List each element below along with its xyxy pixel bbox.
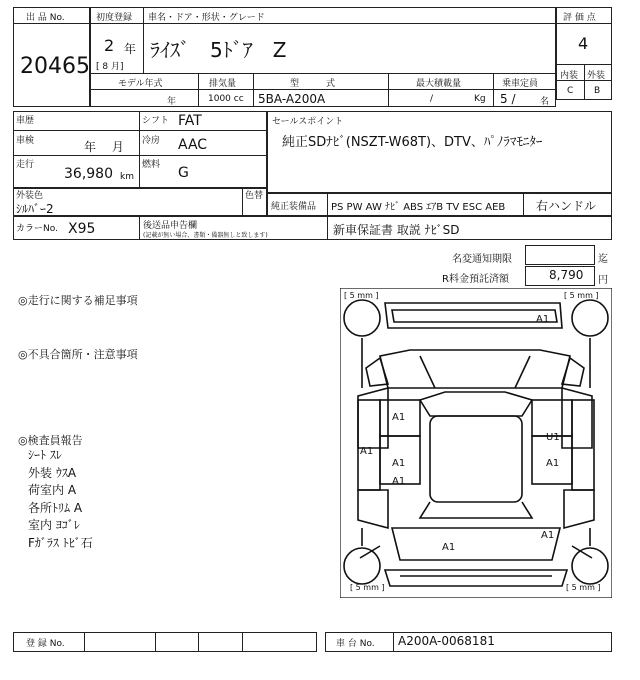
name-label: 車名・ドア・形状・グレード bbox=[148, 13, 265, 23]
chassis-value: A200A-0068181 bbox=[398, 634, 495, 648]
mileage-unit: km bbox=[120, 172, 134, 182]
steering-value: 右ハンドル bbox=[536, 199, 597, 213]
recycle-value: 8,790 bbox=[549, 268, 584, 282]
model-year-unit: 年 bbox=[167, 97, 177, 107]
mark-left-quarter: A1 bbox=[392, 476, 406, 487]
equipment-label: 純正装備品 bbox=[271, 202, 317, 212]
roof-shape bbox=[430, 416, 522, 502]
tire-front-left bbox=[344, 300, 380, 336]
inspection-value: 年 月 bbox=[84, 140, 124, 154]
month-value: [ 8 月] bbox=[96, 62, 124, 72]
mileage-value: 36,980 bbox=[64, 166, 113, 182]
rear-bumper-shape bbox=[385, 570, 567, 586]
name-change-label: 名変通知期限 bbox=[452, 254, 512, 265]
defects-heading: ◎不具合箇所・注意事項 bbox=[18, 348, 138, 361]
mark-right-rear-door: A1 bbox=[546, 458, 560, 469]
declaration-note: (記載が無い場合、書類・備器無しと致します) bbox=[143, 232, 268, 239]
color-change-label: 色替 bbox=[245, 191, 264, 201]
tire-front-right bbox=[572, 300, 608, 336]
hood-shape bbox=[380, 350, 570, 388]
capacity-label: 乗車定員 bbox=[502, 79, 539, 89]
tire-br-label: [ 5 mm ] bbox=[566, 583, 601, 592]
shift-value: FAT bbox=[178, 113, 202, 129]
model-value: 5BA-A200A bbox=[258, 92, 326, 106]
capacity-unit: 名 bbox=[540, 97, 550, 107]
recycle-label: R料金預託済額 bbox=[442, 274, 509, 285]
displacement-label: 排気量 bbox=[209, 79, 237, 89]
inspector-line: 荷室内 A bbox=[28, 483, 77, 497]
exterior-grade: B bbox=[594, 86, 601, 96]
driving-heading: ◎走行に関する補足事項 bbox=[18, 294, 138, 307]
exterior-color-label: 外装色 bbox=[16, 191, 44, 201]
displacement-value: 1000 cc bbox=[208, 94, 244, 104]
exterior-color-value: ｼﾙﾊﾞｰ2 bbox=[16, 202, 54, 216]
inspector-line: 各所ﾄﾘﾑ A bbox=[28, 500, 83, 515]
tire-bl-label: [ 5 mm ] bbox=[350, 583, 385, 592]
interior-label: 内装 bbox=[560, 71, 579, 81]
shift-label: シフト bbox=[142, 116, 170, 126]
mark-left-rear-door: A1 bbox=[392, 458, 406, 469]
year-value: 2 bbox=[104, 36, 115, 55]
history-label: 車歴 bbox=[16, 116, 35, 126]
sales-point-label: セールスポイント bbox=[272, 117, 344, 127]
car-diagram bbox=[340, 288, 612, 598]
capacity-value: 5 / bbox=[500, 92, 516, 106]
inspector-line: Fｶﾞﾗｽ ﾄﾋﾞ石 bbox=[28, 535, 93, 550]
ac-label: 冷房 bbox=[142, 136, 161, 146]
mark-right-quarter: A1 bbox=[541, 530, 555, 541]
mark-front-bumper: A1 bbox=[536, 314, 550, 325]
warranty-value: 新車保証書 取説 ﾅﾋﾞSD bbox=[333, 223, 460, 237]
color-no-box bbox=[13, 216, 612, 240]
mark-left-front-fender: A1 bbox=[392, 412, 406, 423]
details-box bbox=[13, 111, 267, 188]
year-unit: 年 bbox=[124, 42, 137, 56]
score-value: 4 bbox=[578, 34, 589, 53]
name-change-unit: 迄 bbox=[598, 254, 608, 265]
max-load-value: / bbox=[430, 94, 434, 104]
tire-tl-label: [ 5 mm ] bbox=[344, 291, 379, 300]
mileage-label: 走行 bbox=[16, 160, 35, 170]
inspector-line: 外装 ｳｽA bbox=[28, 465, 77, 480]
exterior-label: 外装 bbox=[587, 71, 606, 81]
score-label: 評 価 点 bbox=[563, 13, 596, 23]
mark-rear-gate: A1 bbox=[442, 542, 456, 553]
fuel-label: 燃料 bbox=[142, 160, 161, 170]
inspector-heading: ◎検査員報告 bbox=[18, 434, 83, 447]
inspection-label: 車検 bbox=[16, 136, 35, 146]
recycle-unit: 円 bbox=[598, 275, 608, 286]
max-load-label: 最大積載量 bbox=[416, 79, 462, 89]
chassis-label: 車 台 No. bbox=[336, 639, 375, 649]
model-label: 型 式 bbox=[290, 79, 336, 89]
model-year-label: モデル年式 bbox=[118, 79, 163, 89]
tire-rear-left bbox=[344, 548, 380, 584]
reg-no-label: 登 録 No. bbox=[26, 639, 65, 649]
car-name: ﾗｲｽﾞ 5ﾄﾞｱ Z bbox=[150, 38, 287, 62]
ac-value: AAC bbox=[178, 137, 208, 153]
tire-tr-label: [ 5 mm ] bbox=[564, 291, 599, 300]
color-no-value: X95 bbox=[68, 221, 96, 237]
color-no-label: カラーNo. bbox=[16, 224, 58, 234]
declaration-label: 後送品申告欄 bbox=[143, 221, 198, 231]
fuel-value: G bbox=[178, 165, 189, 181]
lot-number: 20465 bbox=[20, 54, 90, 79]
first-reg-label: 初度登録 bbox=[96, 13, 133, 23]
interior-grade: C bbox=[567, 86, 574, 96]
inspector-lines bbox=[28, 447, 228, 552]
tire-rear-right bbox=[572, 548, 608, 584]
inspector-line: ｼｰﾄ ｽﾚ bbox=[28, 448, 62, 462]
sales-point-value: 純正SDﾅﾋﾞ(NSZT-W68T)、DTV、ﾊﾟﾉﾗﾏﾓﾆﾀｰ bbox=[282, 135, 543, 150]
lot-label: 出 品 No. bbox=[26, 13, 65, 23]
mark-left-front-door: A1 bbox=[360, 446, 374, 457]
rear-gate-shape bbox=[392, 528, 560, 560]
inspector-line: 室内 ﾖｺﾞﾚ bbox=[28, 518, 80, 532]
equipment-value: PS PW AW ﾅﾋﾞ ABS ｴｱB TV ESC AEB bbox=[331, 202, 506, 213]
max-load-unit: Kg bbox=[474, 94, 486, 104]
mark-right-front-door: U1 bbox=[546, 432, 560, 443]
name-change-box bbox=[525, 245, 595, 265]
